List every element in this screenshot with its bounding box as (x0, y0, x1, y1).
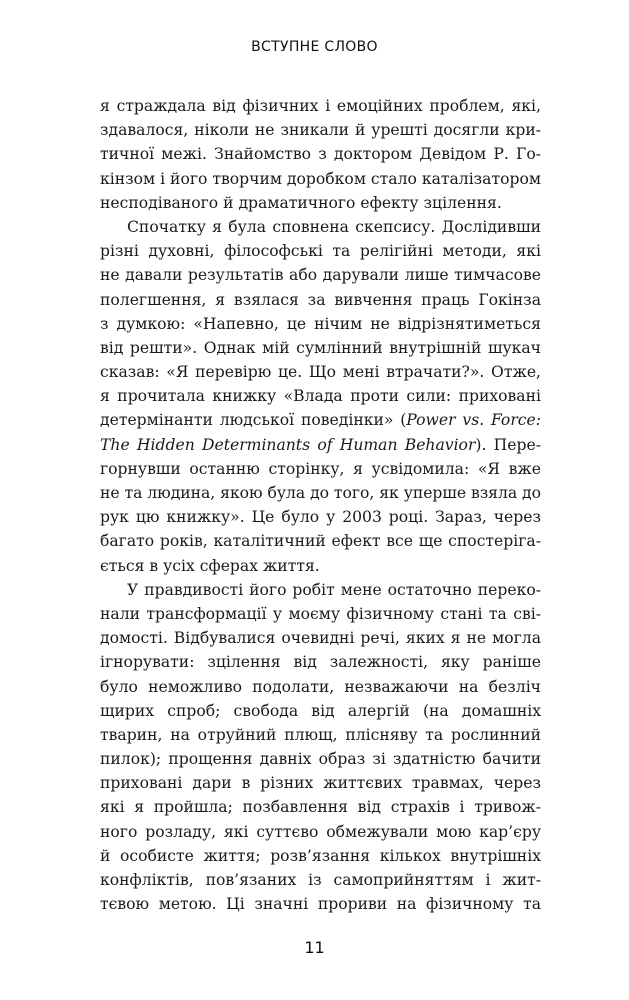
text-line-content: тєвою метою. Ці значні прориви на фізичному та (100, 895, 541, 914)
text-line (100, 336, 541, 360)
text-line-content: ється в усіх сферах життя. (100, 556, 320, 575)
text-line-content: пилок); прощення давніх образ зі здатністю бачити (100, 750, 541, 769)
text-line (100, 626, 541, 650)
text-line-content: я прочитала книжку «Влада проти сили: приховані (100, 387, 541, 406)
text-line (100, 408, 541, 432)
text-line-content: ігнорувати: зцілення від залежності, яку раніше (100, 653, 541, 672)
text-line (100, 481, 541, 505)
text-line (100, 747, 541, 771)
text-line-content: кінзом і його творчим доробком стало каталізатором (100, 169, 541, 188)
text-line-content: ного розладу, які суттєво обмежували мою кар’єру (100, 822, 541, 841)
text-line (100, 844, 541, 868)
text-line (100, 529, 541, 553)
body-text (100, 94, 541, 916)
text-line (100, 578, 541, 602)
text-line (100, 433, 541, 457)
running-header: ВСТУПНЕ СЛОВО (251, 39, 378, 55)
text-line (100, 554, 541, 578)
text-line-content: тварин, на отруйний плющ, плісняву та рослинний (100, 725, 541, 744)
text-line (100, 94, 541, 118)
text-line (100, 239, 541, 263)
text-line-content: рук цю книжку». Це було у 2003 році. Зараз, через (100, 508, 541, 527)
book-title-english: Power vs. Force: (406, 411, 541, 430)
text-line (100, 723, 541, 747)
text-line (100, 384, 541, 408)
text-line-content: не та людина, якою була до того, як уперше взяла до (100, 484, 541, 502)
text-line-content: щирих спроб; свобода від алергій (на домашніх (100, 701, 541, 720)
text-line-content: конфліктів, пов’язаних із самоприйняттям і жит- (100, 871, 541, 889)
text-line-content: й особисте життя; розв’язання кількох внутрішніх (100, 846, 541, 865)
text-line-content: тичної межі. Знайомство з доктором Девідом Р. Го- (100, 145, 541, 164)
text-line (100, 360, 541, 384)
book-title-english: The Hidden Determinants of Human Behavior (100, 435, 476, 454)
text-line-content: які я пройшла; позбавлення від страхів і тривож- (100, 798, 541, 817)
text-line (100, 602, 541, 626)
text-line (100, 820, 541, 844)
text-line-content: не давали результатів або дарували лише тимчасове (100, 266, 541, 285)
text-line-content: детермінанти людської поведінки» ( (100, 411, 407, 430)
text-line (100, 795, 541, 819)
text-line-content: горнувши останню сторінку, я усвідомила: «Я вже (100, 459, 541, 478)
text-line-content: Спочатку я була сповнена скепсису. Дослідивши (127, 217, 541, 236)
text-line (100, 167, 541, 191)
text-line-content: полегшення, я взялася за вивчення праць Гокінза (100, 290, 541, 309)
text-line (100, 142, 541, 166)
text-line-content: від решти». Однак мій сумлінний внутрішній шукач (100, 338, 541, 357)
text-line-content: я страждала від фізичних і емоційних проблем, які, (100, 97, 541, 115)
text-line (100, 892, 541, 916)
text-line (100, 771, 541, 795)
text-line-content: У правдивості його робіт мене остаточно переко- (127, 580, 541, 599)
text-line-content: багато років, каталітичний ефект все ще спостеріга- (100, 532, 541, 551)
text-line-content: нали трансформації у моєму фізичному стані та сві- (100, 604, 541, 623)
text-line-content: несподіваного й драматичного ефекту зцілення. (100, 193, 502, 212)
text-line (100, 191, 541, 215)
text-line-content: домості. Відбувалися очевидні речі, яких я не могла (100, 629, 541, 648)
text-line (100, 215, 541, 239)
text-line (100, 288, 541, 312)
text-line-content: сказав: «Я перевірю це. Що мені втрачати?». Отже, (100, 363, 541, 382)
text-line-tail: ). Пере- (475, 435, 541, 454)
text-line (100, 457, 541, 481)
text-line (100, 263, 541, 287)
text-line-content: приховані дари в різних життєвих травмах, через (100, 774, 541, 793)
text-line (100, 675, 541, 699)
text-line (100, 505, 541, 529)
text-line (100, 650, 541, 674)
text-line (100, 118, 541, 142)
text-line-content: було неможливо подолати, незважаючи на безліч (100, 677, 541, 696)
text-line (100, 699, 541, 723)
text-line-content: здавалося, ніколи не зникали й урешті досягли кри- (100, 121, 541, 140)
page-number: 11 (304, 938, 325, 957)
text-line-content: різні духовні, філософські та релігійні методи, які (100, 242, 541, 261)
text-line (100, 868, 541, 892)
text-line (100, 312, 541, 336)
text-line-content: з думкою: «Напевно, це нічим не відрізнятиметься (100, 314, 541, 333)
